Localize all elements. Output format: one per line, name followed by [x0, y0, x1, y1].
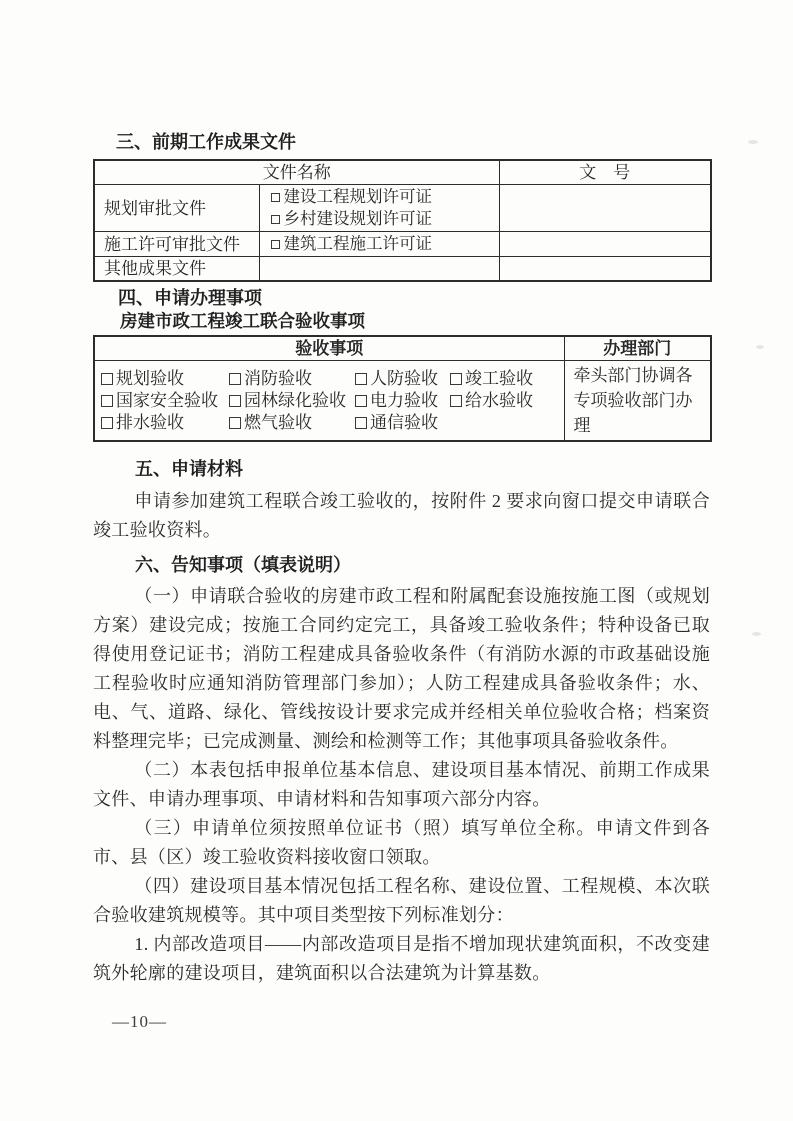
checkbox-label: 给水验收: [465, 390, 533, 410]
acceptance-checkbox-item[interactable]: [355, 369, 450, 389]
scan-noise: [748, 140, 758, 144]
scan-noise: [752, 632, 761, 636]
acceptance-checkbox-item[interactable]: [229, 391, 355, 411]
table-row-other-results: [94, 257, 711, 282]
acceptance-checkbox-grid: [101, 369, 562, 433]
instruction-paragraph-1: （一）申请联合验收的房建市政工程和附属配套设施按施工图（或规划方案）建设完成；按施工合同约定完工，具备竣工验收条件；特种设备已取得使用登记证书；消防工程建成具备验收条件（有消防水源的市政基础设施工程验收时应通知消防管理部门参加）；人防工程建成具备验收条件；水、电、气、道路、绿化、管线按设计要求完成并经相关单位验收合格；档案资料整理完毕；已完成测量、测绘和检测等工作；其他事项具备验收条件。: [93, 586, 710, 751]
checkbox-icon[interactable]: [101, 395, 113, 407]
preliminary-results-table: [93, 159, 712, 282]
acceptance-checkbox-item[interactable]: [101, 369, 229, 389]
options-cell: [259, 232, 499, 257]
acceptance-checkbox-item[interactable]: [450, 391, 562, 411]
table-body-row: [94, 361, 711, 442]
col-header-acceptance-items: 验收事项: [94, 336, 564, 361]
checkbox-icon[interactable]: [355, 417, 367, 429]
permit-option[interactable]: [271, 186, 493, 208]
permit-option-label: 建设工程规划许可证: [283, 187, 432, 206]
checkbox-icon[interactable]: [450, 373, 462, 385]
category-label: 规划审批文件: [94, 185, 259, 232]
acceptance-checkbox-cell: [94, 361, 564, 442]
permit-option-label: 乡村建设规划许可证: [283, 209, 432, 228]
checkbox-label: 燃气验收: [244, 412, 312, 432]
doc-number-empty-cell[interactable]: [499, 232, 711, 257]
col-header-file-name: 文件名称: [94, 160, 499, 185]
checkbox-label: 消防验收: [244, 368, 312, 388]
acceptance-checkbox-item[interactable]: [450, 369, 562, 389]
acceptance-items-table: [93, 335, 712, 442]
checkbox-label: 竣工验收: [465, 368, 533, 388]
checkbox-label: 园林绿化验收: [244, 390, 346, 410]
checkbox-label: 通信验收: [370, 412, 438, 432]
section4-subheading: 房建市政工程竣工联合验收事项: [120, 311, 365, 331]
permit-option-label: 建筑工程施工许可证: [283, 234, 432, 253]
table-row-construction-permit: [94, 232, 711, 257]
document-content: [93, 131, 710, 988]
options-empty-cell[interactable]: [259, 257, 499, 282]
checkbox-icon[interactable]: [271, 193, 280, 202]
checkbox-icon[interactable]: [229, 373, 241, 385]
acceptance-checkbox-item[interactable]: [101, 391, 229, 411]
checkbox-label: 排水验收: [116, 412, 184, 432]
table-header-row: [94, 160, 711, 185]
instruction-paragraph-2: （二）本表包括申报单位基本信息、建设项目基本情况、前期工作成果文件、申请办理事项、申请材料和告知事项六部分内容。: [93, 760, 710, 809]
section6-heading: 六、告知事项（填表说明）: [135, 555, 351, 575]
checkbox-label: 规划验收: [116, 368, 184, 388]
options-cell: [259, 185, 499, 232]
doc-number-empty-cell[interactable]: [499, 257, 711, 282]
doc-number-empty-cell[interactable]: [499, 185, 711, 232]
checkbox-icon[interactable]: [271, 240, 280, 249]
section4-heading: 四、申请办理事项: [118, 288, 262, 308]
acceptance-checkbox-item[interactable]: [229, 413, 355, 433]
section3-heading: 三、前期工作成果文件: [116, 132, 296, 152]
acceptance-checkbox-item[interactable]: [355, 391, 450, 411]
table-row-planning-approval: [94, 185, 711, 232]
category-label: 其他成果文件: [94, 257, 259, 282]
checkbox-icon[interactable]: [355, 373, 367, 385]
category-label: 施工许可审批文件: [94, 232, 259, 257]
col-header-doc-number: 文 号: [499, 160, 711, 185]
instruction-paragraph-3: （三）申请单位须按照单位证书（照）填写单位全称。申请文件到各市、县（区）竣工验收资料接收窗口领取。: [93, 818, 710, 867]
instruction-paragraph-4: （四）建设项目基本情况包括工程名称、建设位置、工程规模、本次联合验收建筑规模等。其中项目类型按下列标准划分：: [93, 876, 710, 925]
table-header-row: [94, 336, 711, 361]
acceptance-checkbox-item[interactable]: [355, 413, 450, 433]
checkbox-icon[interactable]: [101, 417, 113, 429]
section5-paragraph: 申请参加建筑工程联合竣工验收的，按附件 2 要求向窗口提交申请联合竣工验收资料。: [93, 491, 710, 540]
permit-option[interactable]: [271, 233, 493, 255]
checkbox-label: 国家安全验收: [116, 390, 218, 410]
checkbox-icon[interactable]: [355, 395, 367, 407]
instruction-paragraph-5: 1. 内部改造项目——内部改造项目是指不增加现状建筑面积，不改变建筑外轮廓的建设项目，建筑面积以合法建筑为计算基数。: [93, 934, 710, 983]
checkbox-icon[interactable]: [450, 395, 462, 407]
checkbox-icon[interactable]: [101, 373, 113, 385]
col-header-handling-department: 办理部门: [564, 336, 711, 361]
checkbox-label: 人防验收: [370, 368, 438, 388]
checkbox-icon[interactable]: [229, 395, 241, 407]
checkbox-icon[interactable]: [229, 417, 241, 429]
checkbox-icon[interactable]: [271, 215, 280, 224]
scan-noise: [756, 345, 764, 349]
handling-department-note: 牵头部门协调各专项验收部门办理: [564, 361, 711, 442]
permit-option[interactable]: [271, 208, 493, 230]
acceptance-checkbox-item[interactable]: [229, 369, 355, 389]
checkbox-label: 电力验收: [370, 390, 438, 410]
acceptance-checkbox-item[interactable]: [101, 413, 229, 433]
page-number: —10—: [112, 1012, 167, 1031]
section5-heading: 五、申请材料: [135, 459, 243, 479]
